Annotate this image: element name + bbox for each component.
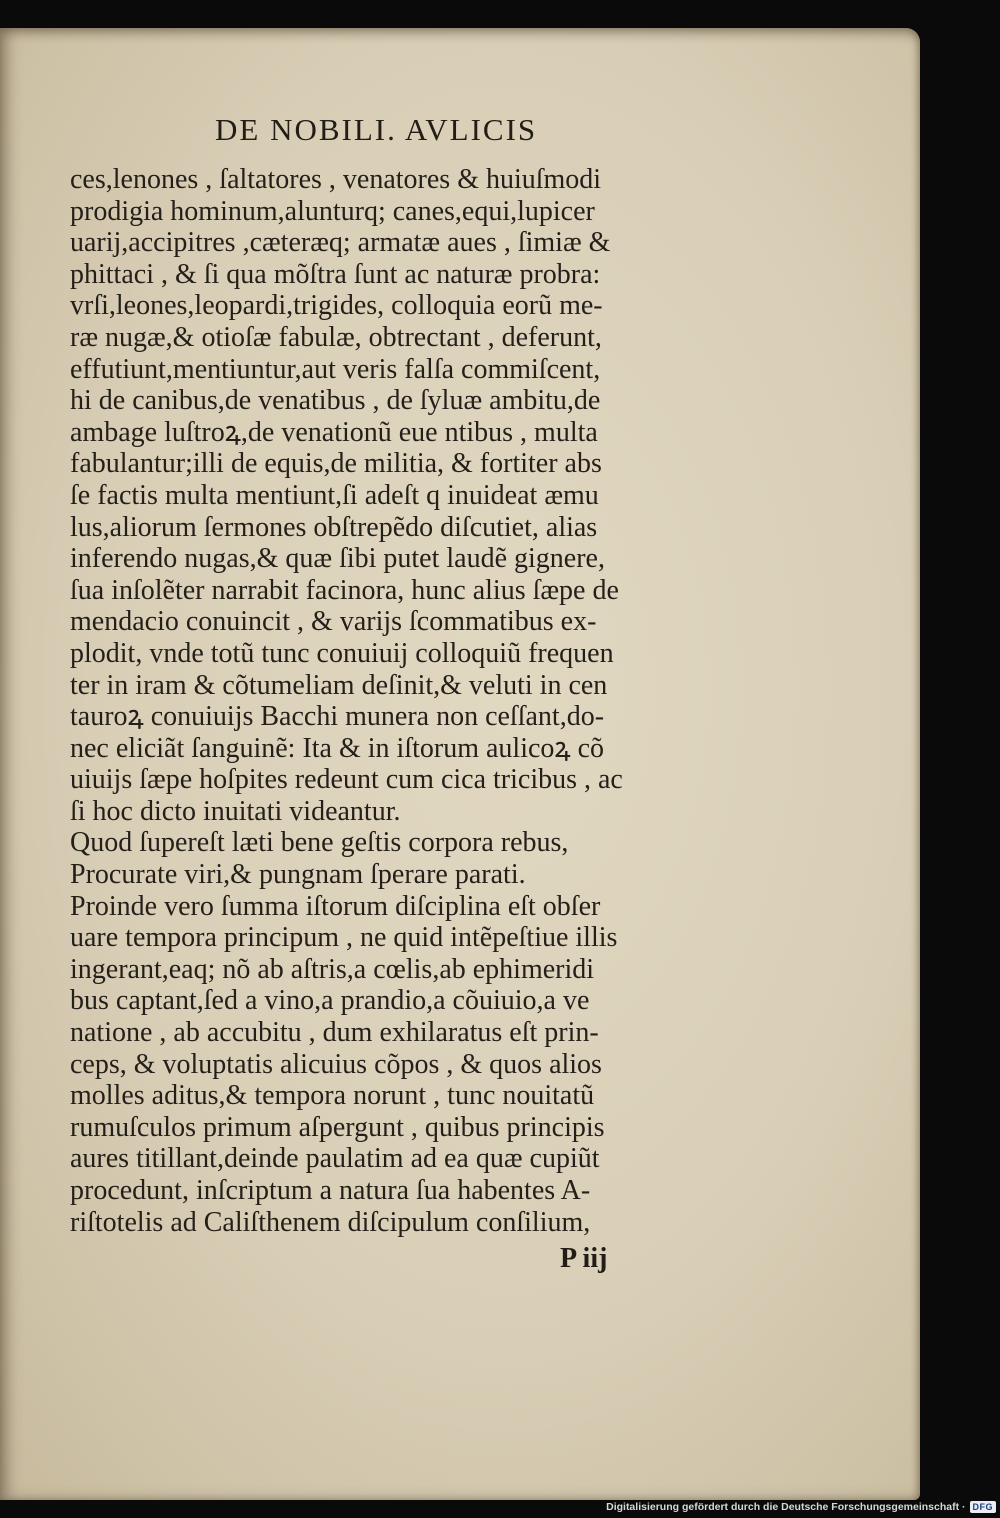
text-line: ter in iram & cõtumeliam deſinit,& veluti in cen (70, 669, 608, 701)
funding-credit: Digitalisierung gefördert durch die Deutsche Forschungsgemeinschaft · (606, 1501, 966, 1513)
text-line: ambage luſtroꝝ,de venationũ eue ntibus , multa (70, 416, 598, 448)
body-text (70, 164, 715, 1238)
text-line: ſua inſolẽter narrabit facinora, hunc alius ſæpe de (70, 574, 619, 606)
text-line: bus captant,ſed a vino,a prandio,a cõuiuio,a ve (70, 985, 590, 1017)
text-line: ingerant,eaq; nõ ab aſtris,a cœlis,ab ephimeridi (70, 953, 595, 985)
verse-line: Quod ſupereſt læti bene geſtis corpora rebus, (70, 827, 569, 859)
verse-line: Procurate viri,& pungnam ſperare parati. (70, 859, 526, 891)
text-line: molles aditus,& tempora norunt , tunc nouitatũ (70, 1080, 595, 1112)
text-line: uiuijs ſæpe hoſpites redeunt cum cica tricibus , ac (70, 764, 623, 796)
text-line: uarij,accipitres ,cæteræq; armatæ aues , ſimiæ & (70, 227, 611, 259)
text-line: nec eliciãt ſanguinẽ: Ita & in iſtorum aulicoꝝ cõ (70, 732, 605, 764)
text-line: tauroꝝ conuiuijs Bacchi munera non ceſſant,do- (70, 701, 605, 733)
book-page (0, 28, 920, 1500)
text-line: Proinde vero ſumma iſtorum diſciplina eſt obſer (70, 890, 601, 922)
text-line: fabulantur;illi de equis,de militia, & fortiter abs (70, 448, 602, 480)
text-line: ſe factis multa mentiunt,ſi adeſt q inuideat æmu (70, 479, 599, 511)
text-line: effutiunt,mentiuntur,aut veris falſa commiſcent, (70, 353, 601, 385)
text-line: aures titillant,deinde paulatim ad ea quæ cupiũt (70, 1143, 600, 1175)
text-line: procedunt, inſcriptum a natura ſua habentes A- (70, 1175, 591, 1206)
text-line: uare tempora principum , ne quid intẽpeſtiue illis (70, 922, 618, 954)
text-line: ces,lenones , ſaltatores , venatores & huiuſmodi (70, 164, 602, 195)
text-line: natione , ab accubitu , dum exhilaratus eſt prin- (70, 1017, 599, 1049)
text-line: inferendo nugas,& quæ ſibi putet laudẽ gignere, (70, 543, 605, 575)
text-line: hi de canibus,de venatibus , de ſyluæ ambitu,de (70, 385, 601, 417)
dfg-logo-icon[interactable]: DFG (970, 1501, 997, 1513)
text-line: vrſi,leones,leopardi,trigides, colloquia eorũ me- (70, 290, 603, 322)
text-line: ceps, & voluptatis alicuius cõpos , & quos alios (70, 1048, 602, 1080)
text-line: plodit, vnde totũ tunc conuiuij colloquiũ frequen (70, 637, 614, 669)
text-line: ræ nugæ,& otioſæ fabulæ, obtrectant , deferunt, (70, 321, 602, 353)
signature-mark: P iij (560, 1243, 608, 1274)
text-line: rumuſculos primum aſpergunt , quibus principis (70, 1111, 605, 1143)
text-line: mendacio conuincit , & varijs ſcommatibus ex- (70, 606, 597, 638)
text-line: prodigia hominum,alunturq; canes,equi,lupicer (70, 195, 595, 227)
text-line: lus,aliorum ſermones obſtrepẽdo diſcutiet, alias (70, 511, 598, 543)
text-line: ſi hoc dicto inuitati videantur. (70, 795, 401, 827)
running-head: DE NOBILI. AVLICIS (215, 112, 538, 147)
digitization-footer (606, 1499, 996, 1515)
text-line: phittaci , & ſi qua mõſtra ſunt ac naturæ probra: (70, 258, 601, 290)
text-line: riſtotelis ad Caliſthenem diſcipulum conſilium, (70, 1206, 591, 1238)
